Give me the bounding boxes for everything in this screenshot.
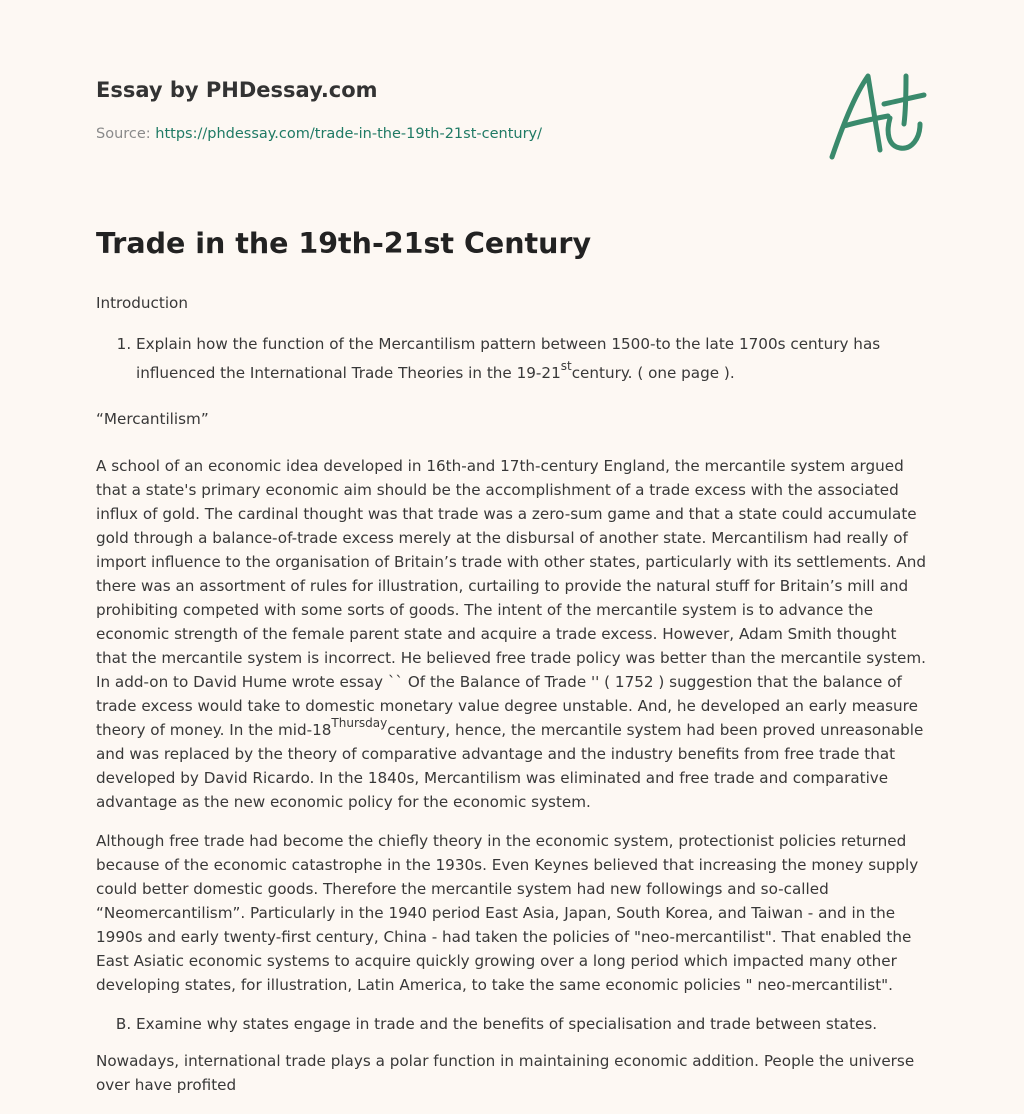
question-list-lettered <box>96 1012 930 1036</box>
question-1-superscript: st <box>560 359 572 373</box>
question-1-text: Explain how the function of the Mercantilism pattern between 1500-to the late 1700s century has influenced the International Trade Theories in the 19-21 <box>136 335 881 382</box>
paragraph-3: Nowadays, international trade plays a polar function in maintaining economic addition. People the universe over have profited <box>96 1052 915 1094</box>
paragraph-1 <box>96 454 930 814</box>
source-link[interactable]: https://phdessay.com/trade-in-the-19th-21st-century/ <box>155 126 542 142</box>
brand-title: Essay by PHDessay.com <box>96 78 378 102</box>
question-1-text-end: century. ( one page ). <box>571 364 735 382</box>
a-plus-logo <box>828 68 928 163</box>
article-title: Trade in the 19th-21st Century <box>96 227 592 260</box>
article <box>96 225 930 1097</box>
paragraph-2: Although free trade had become the chiefly theory in the economic system, protectionist policies returned because of the economic catastrophe in the 1930s. Even Keynes believed that increasing the money supply could better domestic goods. Therefore the mercantile system had new followings and so-called “Neomercantilism”. Particularly in the 1940 period East Asia, Japan, South Korea, and Taiwan - and in the 1990s and early twenty-first century, China - had taken the policies of "neo-mercantilist". That enabled the East Asiatic economic systems to acquire quickly growing over a long period which impacted many other developing states, for illustration, Latin America, to take the same economic policies " neo-mercantilist". <box>96 832 919 994</box>
source-label: Source: <box>96 126 156 142</box>
section-heading: “Mercantilism” <box>96 410 209 428</box>
question-list-numbered <box>96 330 930 388</box>
paragraph-1-text-end: century, hence, the mercantile system had been proved unreasonable and was replaced by the theory of comparative advantage and the industry benefits from free trade that developed by David Ricardo. In the 1840s, Mercantilism was eliminated and free trade and comparative advantage as the new economic policy for the economic system. <box>96 721 924 811</box>
intro-label: Introduction <box>96 294 188 312</box>
paragraph-1-superscript: Thursday <box>331 716 388 730</box>
question-1 <box>136 330 930 388</box>
page-header <box>96 76 928 186</box>
paragraph-1-text: A school of an economic idea developed in 16th-and 17th-century England, the mercantile system argued that a state's primary economic aim should be the accomplishment of a trade excess with the associated influx of gold. The cardinal thought was that trade was a zero-sum game and that a state could accumulate gold through a balance-of-trade excess merely at the disbursal of another state. Mercantilism had really of import influence to the organisation of Britain’s trade with other states, particularly with its settlements. And there was an assortment of rules for illustration, curtailing to provide the natural stuff for Britain’s mill and prohibiting competed with some sorts of goods. The intent of the mercantile system is to advance the economic strength of the female parent state and acquire a trade excess. However, Adam Smith thought that the mercantile system is incorrect. He believed free trade policy was better than the mercantile system. In add-on to David Hume wrote essay `` Of the Balance of Trade '' ( 1752 ) suggestion that the balance of trade excess would take to domestic monetary value degree unstable. And, he developed an early measure theory of money. In the mid-18 <box>96 457 927 739</box>
question-b: B. Examine why states engage in trade and the benefits of specialisation and trade between states. <box>136 1012 930 1036</box>
source-line <box>96 124 542 144</box>
